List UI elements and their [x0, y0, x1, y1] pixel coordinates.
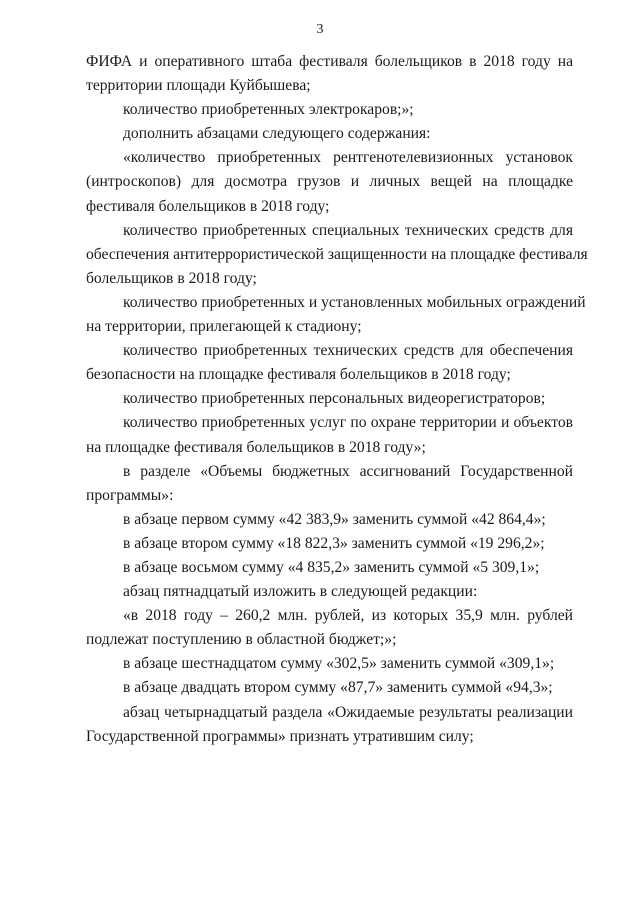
text-line: количество приобретенных технических средств для обеспечения — [123, 342, 573, 360]
text-line: программы»: — [86, 486, 174, 504]
text-line: количество приобретенных специальных технических средств для — [123, 221, 573, 239]
text-line: безопасности на площадке фестиваля болельщиков в 2018 году; — [86, 366, 511, 384]
text-line: Государственной программы» признать утратившим силу; — [86, 727, 474, 745]
text-line: абзац четырнадцатый раздела «Ожидаемые результаты реализации — [123, 703, 573, 721]
text-line: территории площади Куйбышева; — [86, 77, 311, 95]
text-line: абзац пятнадцатый изложить в следующей редакции: — [123, 583, 478, 601]
text-line: «в 2018 году – 260,2 млн. рублей, из которых 35,9 млн. рублей — [123, 607, 573, 625]
text-line: количество приобретенных персональных видеорегистраторов; — [123, 390, 546, 408]
text-line: болельщиков в 2018 году; — [86, 269, 257, 287]
text-line: количество приобретенных услуг по охране территории и объектов — [123, 414, 573, 432]
text-line: фестиваля болельщиков в 2018 году; — [86, 197, 330, 215]
text-line: обеспечения антитеррористической защищенности на площадке фестиваля — [86, 245, 588, 263]
text-line: на территории, прилегающей к стадиону; — [86, 318, 362, 336]
text-line: количество приобретенных и установленных мобильных ограждений — [123, 293, 586, 311]
text-line: количество приобретенных электрокаров;»; — [123, 101, 414, 119]
text-line: в абзаце восьмом сумму «4 835,2» заменить суммой «5 309,1»; — [123, 558, 540, 576]
text-line: «количество приобретенных рентгенотелевизионных установок — [123, 149, 573, 167]
text-line: (интроскопов) для досмотра грузов и личных вещей на площадке — [86, 173, 573, 191]
text-line: в абзаце шестнадцатом сумму «302,5» заменить суммой «309,1»; — [123, 655, 555, 673]
text-line: дополнить абзацами следующего содержания: — [123, 125, 431, 143]
text-line: в абзаце двадцать втором сумму «87,7» заменить суммой «94,3»; — [123, 679, 553, 697]
text-line: в абзаце втором сумму «18 822,3» заменить суммой «19 296,2»; — [123, 534, 545, 552]
text-line: ФИФА и оперативного штаба фестиваля болельщиков в 2018 году на — [86, 53, 573, 70]
page-number: 3 — [316, 22, 324, 37]
text-line: подлежат поступлению в областной бюджет;»; — [86, 631, 397, 649]
document-body — [86, 50, 588, 749]
text-line: в разделе «Объемы бюджетных ассигнований Государственной — [123, 462, 573, 480]
text-line: на площадке фестиваля болельщиков в 2018 году»; — [86, 438, 426, 456]
text-line: в абзаце первом сумму «42 383,9» заменить суммой «42 864,4»; — [123, 510, 546, 528]
